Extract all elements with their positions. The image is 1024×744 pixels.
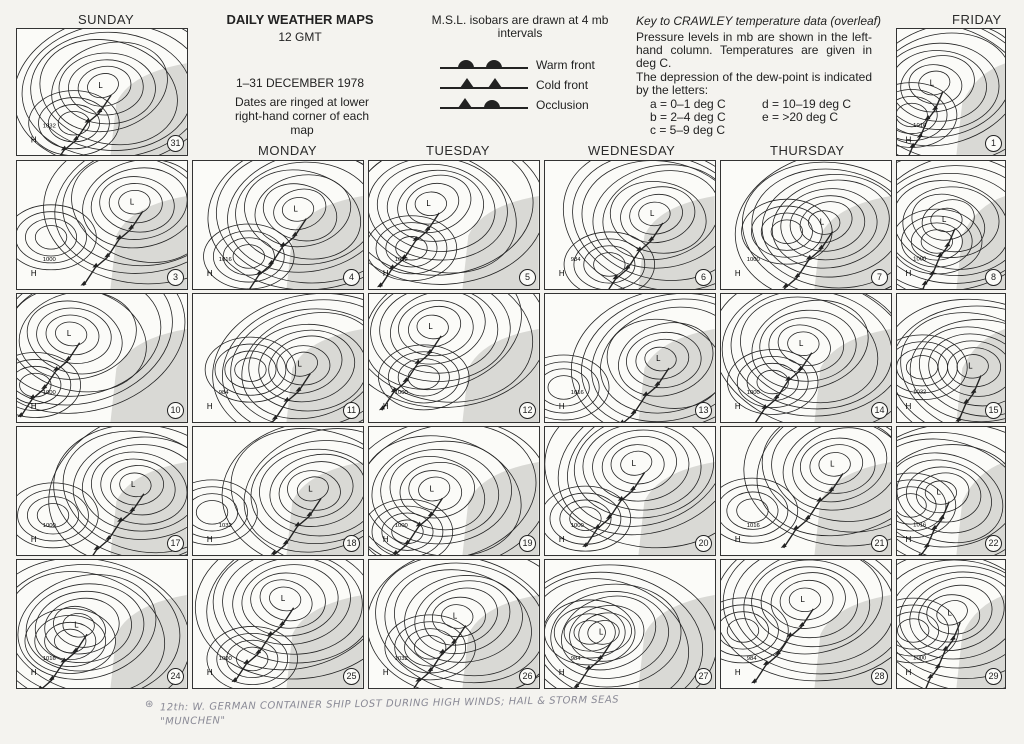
isobar <box>48 104 99 141</box>
isobar <box>35 225 67 249</box>
legend-occlusion-label: Occlusion <box>536 98 589 112</box>
low-pressure-marker: L <box>968 361 973 371</box>
isobar-pressure-label: 984 <box>746 655 757 662</box>
weather-map <box>896 160 1006 290</box>
day-label-sunday: SUNDAY <box>78 12 135 27</box>
low-pressure-marker: L <box>798 338 804 348</box>
date-range: 1–31 DECEMBER 1978 <box>235 76 365 90</box>
low-pressure-marker: L <box>129 197 135 207</box>
low-pressure-marker: L <box>631 458 637 468</box>
low-pressure-marker: L <box>649 209 655 219</box>
map-date-number: 28 <box>871 668 888 685</box>
weather-map <box>720 293 892 423</box>
legend-warm-front-label: Warm front <box>536 58 595 72</box>
map-date-number: 24 <box>167 668 184 685</box>
low-pressure-marker: L <box>280 593 286 603</box>
low-pressure-marker: L <box>800 594 805 604</box>
isobar <box>737 499 769 523</box>
isobar-chart <box>369 161 539 289</box>
key-paragraph-dewpoint: The depression of the dew-point is indicated by the letters: <box>636 70 872 97</box>
weather-map <box>544 559 716 689</box>
low-pressure-marker: L <box>66 328 72 338</box>
high-pressure-marker: H <box>558 535 565 545</box>
isobar <box>897 349 948 386</box>
front-triangle <box>619 419 625 422</box>
isobar-chart <box>17 29 187 155</box>
front-triangle <box>389 264 395 269</box>
isobar-pressure-label: 1000 <box>42 256 56 263</box>
map-date-number: 13 <box>695 402 712 419</box>
warm-front-icon <box>438 56 530 74</box>
isobar <box>545 369 589 406</box>
isobar-pressure-label: 984 <box>218 389 229 396</box>
front-triangle <box>785 376 791 381</box>
isobar <box>594 253 626 277</box>
low-pressure-marker: L <box>819 217 825 227</box>
isobar-chart <box>545 560 715 688</box>
key-code-c: c = 5–9 deg C <box>650 123 726 137</box>
map-date-number: 15 <box>985 402 1002 419</box>
low-pressure-marker: L <box>830 459 835 469</box>
isobar-chart <box>721 161 891 289</box>
key-paragraph-pressure: Pressure levels in mb are shown in the left-hand column. Temperatures are given in deg C. <box>636 30 872 70</box>
isobar <box>19 294 130 384</box>
weather-map <box>544 160 716 290</box>
isobar <box>85 70 122 101</box>
isobar <box>560 500 611 537</box>
isobar <box>584 246 635 283</box>
isobar <box>930 208 962 233</box>
map-date-number: 27 <box>695 668 712 685</box>
isobar <box>43 312 101 358</box>
low-pressure-marker: L <box>74 620 79 630</box>
isobar-pressure-label: 1016 <box>913 123 927 130</box>
weather-map <box>16 28 188 156</box>
high-pressure-marker: H <box>206 668 213 678</box>
isobar <box>34 304 115 367</box>
high-pressure-marker: H <box>905 402 912 412</box>
isobar-pressure-label: 1000 <box>746 256 760 263</box>
isobar <box>415 191 447 216</box>
isobar-pressure-label: 1000 <box>394 389 408 396</box>
map-date-number: 3 <box>167 269 184 286</box>
isobar <box>564 614 615 651</box>
weather-map <box>896 293 1006 423</box>
key-code-d: d = 10–19 deg C <box>762 97 852 111</box>
weather-map <box>192 559 364 689</box>
isobar <box>618 448 654 478</box>
weather-map <box>16 160 188 290</box>
isobar <box>574 239 645 289</box>
day-label-wednesday: WEDNESDAY <box>588 143 676 158</box>
isobar <box>54 629 86 653</box>
isobar <box>897 612 939 649</box>
map-date-number: 17 <box>167 535 184 552</box>
isobar <box>25 219 76 256</box>
weather-map <box>720 426 892 556</box>
high-pressure-marker: H <box>382 269 389 279</box>
isobar-pressure-label: 1000 <box>913 655 927 662</box>
weather-map <box>720 559 892 689</box>
weather-map <box>720 160 892 290</box>
high-pressure-marker: H <box>382 535 389 545</box>
high-pressure-marker: H <box>905 135 912 145</box>
isobar <box>721 478 798 543</box>
map-date-number: 21 <box>871 535 888 552</box>
isobar-chart <box>721 294 891 422</box>
map-date-number: 11 <box>343 402 360 419</box>
map-date-number: 22 <box>985 535 1002 552</box>
high-pressure-marker: H <box>206 269 213 279</box>
map-date-number: 25 <box>343 668 360 685</box>
isobar-pressure-label: 1032 <box>394 256 408 263</box>
day-label-monday: MONDAY <box>258 143 318 158</box>
map-date-number: 5 <box>519 269 536 286</box>
isobar-pressure-label: 1016 <box>570 389 584 396</box>
key-code-b: b = 2–4 deg C <box>650 110 726 124</box>
high-pressure-marker: H <box>734 668 741 678</box>
isobar <box>408 366 440 390</box>
isobar <box>17 483 98 548</box>
key-code-e: e = >20 deg C <box>762 110 839 124</box>
low-pressure-marker: L <box>656 354 661 364</box>
isobar-chart <box>369 294 539 422</box>
high-pressure-marker: H <box>206 535 213 545</box>
isobar <box>417 474 452 503</box>
front-triangle <box>793 525 799 530</box>
isobar <box>18 490 89 541</box>
weather-map <box>544 426 716 556</box>
isobar-chart <box>369 427 539 555</box>
low-pressure-marker: L <box>947 608 952 618</box>
high-pressure-marker: H <box>905 535 912 545</box>
map-date-number: 8 <box>985 269 1002 286</box>
page-title: DAILY WEATHER MAPS <box>226 12 374 27</box>
weather-map <box>192 293 364 423</box>
isobar <box>45 622 96 659</box>
isobar <box>727 350 818 415</box>
isobar-chart <box>193 560 363 688</box>
isobar <box>17 205 96 270</box>
high-pressure-marker: H <box>382 668 389 678</box>
isobar <box>611 444 665 484</box>
cold-front-line <box>406 625 465 688</box>
isobar-pressure-label: 1000 <box>42 522 56 529</box>
isobar <box>761 566 859 638</box>
weather-map <box>16 559 188 689</box>
map-date-number: 14 <box>871 402 888 419</box>
isobar <box>545 486 631 551</box>
time-label: 12 GMT <box>278 30 322 44</box>
isobar-pressure-label: 1032 <box>913 389 927 396</box>
isobar-pressure-label: 984 <box>570 655 581 662</box>
low-pressure-marker: L <box>429 484 435 494</box>
day-label-tuesday: TUESDAY <box>426 143 490 158</box>
map-date-number: 29 <box>985 668 1002 685</box>
handwritten-note: 12th: W. GERMAN CONTAINER SHIP LOST DURING HIGH WINDS; HAIL & STORM SEAS "MUNCHEN" <box>159 694 620 728</box>
isobar <box>25 609 116 674</box>
isobar-chart <box>721 560 891 688</box>
map-date-number: 7 <box>871 269 888 286</box>
isobar <box>901 216 972 267</box>
map-date-number: 19 <box>519 535 536 552</box>
weather-map <box>896 426 1006 556</box>
isobar-pressure-label: 1000 <box>570 522 584 529</box>
isobar-chart <box>193 161 363 289</box>
high-pressure-marker: H <box>558 269 565 279</box>
high-pressure-marker: H <box>734 269 741 279</box>
front-triangle <box>927 674 933 679</box>
isobar <box>583 427 702 511</box>
front-triangle <box>787 632 793 637</box>
high-pressure-marker: H <box>905 668 912 678</box>
high-pressure-marker: H <box>905 269 912 279</box>
isobar-pressure-label: 1032 <box>394 655 408 662</box>
isobar <box>907 62 964 107</box>
isobar-pressure-label: 984 <box>570 256 581 263</box>
isobar-chart <box>545 294 715 422</box>
isobar-pressure-label: 1000 <box>218 655 232 662</box>
weather-map <box>368 293 540 423</box>
isobar-chart <box>17 294 187 422</box>
isobar-chart <box>17 427 187 555</box>
low-pressure-marker: L <box>98 81 103 91</box>
low-pressure-marker: L <box>297 359 302 369</box>
isobar <box>906 355 937 379</box>
key-title: Key to CRAWLEY temperature data (overleaf) <box>636 14 882 28</box>
low-pressure-marker: L <box>599 627 604 637</box>
map-date-number: 20 <box>695 535 712 552</box>
weather-map <box>544 293 716 423</box>
isobar-pressure-label: 1016 <box>218 256 232 263</box>
map-date-number: 12 <box>519 402 536 419</box>
weather-map <box>896 28 1006 156</box>
isobar <box>818 452 851 478</box>
date-note: Dates are ringed at lower right-hand corner of each map <box>234 95 370 137</box>
isobar-pressure-label: 1000 <box>913 256 927 263</box>
isobar-note: M.S.L. isobars are drawn at 4 mb intervals <box>431 13 609 40</box>
isobar-chart <box>369 560 539 688</box>
low-pressure-marker: L <box>308 484 313 494</box>
legend-occlusion <box>438 96 608 114</box>
day-label-thursday: THURSDAY <box>770 143 845 158</box>
legend-warm-front <box>438 56 608 74</box>
high-pressure-marker: H <box>734 402 741 412</box>
isobar-pressure-label: 1000 <box>746 389 760 396</box>
isobar-chart <box>545 161 715 289</box>
weather-map <box>368 559 540 689</box>
isobar <box>789 588 821 612</box>
weather-map <box>16 426 188 556</box>
front-triangle <box>922 280 928 285</box>
isobar-pressure-label: 1016 <box>746 522 760 529</box>
front-triangle <box>243 659 249 664</box>
cold-front-icon <box>438 76 530 94</box>
front-triangle <box>942 646 948 651</box>
weather-map <box>896 559 1006 689</box>
handwritten-mark: ⊛ <box>145 699 154 710</box>
isobar-chart <box>17 161 187 289</box>
isobar <box>771 220 803 244</box>
isobar-chart <box>721 427 891 555</box>
high-pressure-marker: H <box>734 535 741 545</box>
isobar-chart <box>193 294 363 422</box>
map-date-number: 4 <box>343 269 360 286</box>
high-pressure-marker: H <box>558 668 565 678</box>
high-pressure-marker: H <box>558 402 565 412</box>
isobar <box>778 577 836 623</box>
key-code-a: a = 0–1 deg C <box>650 97 726 111</box>
isobar <box>58 111 90 135</box>
map-date-number: 10 <box>167 402 184 419</box>
isobar <box>406 467 465 515</box>
high-pressure-marker: H <box>206 402 213 412</box>
low-pressure-marker: L <box>929 78 935 88</box>
isobar <box>898 619 929 643</box>
map-date-number: 1 <box>985 135 1002 152</box>
isobar-pressure-label: 1000 <box>42 389 56 396</box>
isobar <box>196 501 228 525</box>
weather-map <box>192 160 364 290</box>
weather-map <box>368 426 540 556</box>
day-label-friday: FRIDAY <box>952 12 1002 27</box>
isobar <box>897 494 926 518</box>
isobar-pressure-label: 1016 <box>42 655 56 662</box>
isobar-chart <box>545 427 715 555</box>
legend-cold-front <box>438 76 608 94</box>
cold-front-line <box>28 634 87 688</box>
map-date-number: 6 <box>695 269 712 286</box>
low-pressure-marker: L <box>131 479 136 489</box>
isobar-pressure-label: 1032 <box>42 123 56 130</box>
occlusion-icon <box>438 96 530 114</box>
low-pressure-marker: L <box>936 487 941 497</box>
low-pressure-marker: L <box>428 321 433 331</box>
high-pressure-marker: H <box>30 269 37 279</box>
isobar-pressure-label: 1016 <box>913 522 927 529</box>
isobar-pressure-label: 1032 <box>218 522 232 529</box>
isobar-chart <box>193 427 363 555</box>
low-pressure-marker: L <box>426 198 431 208</box>
high-pressure-marker: H <box>382 402 389 412</box>
map-date-number: 26 <box>519 668 536 685</box>
high-pressure-marker: H <box>30 135 37 145</box>
isobar <box>761 213 812 250</box>
isobar-chart <box>17 560 187 688</box>
isobar-pressure-label: 1000 <box>394 522 408 529</box>
isobar <box>215 344 286 395</box>
high-pressure-marker: H <box>30 535 37 545</box>
low-pressure-marker: L <box>941 215 947 225</box>
isobar <box>204 224 295 289</box>
weather-map <box>16 293 188 423</box>
weather-map <box>192 426 364 556</box>
high-pressure-marker: H <box>30 668 37 678</box>
map-date-number: 31 <box>167 135 184 152</box>
cold-front-line <box>752 353 811 422</box>
legend-cold-front-label: Cold front <box>536 78 589 92</box>
front-triangle <box>53 366 59 371</box>
low-pressure-marker: L <box>452 611 458 621</box>
map-date-number: 18 <box>343 535 360 552</box>
weather-map <box>368 160 540 290</box>
high-pressure-marker: H <box>30 402 37 412</box>
isobar <box>911 223 962 260</box>
low-pressure-marker: L <box>293 204 298 214</box>
